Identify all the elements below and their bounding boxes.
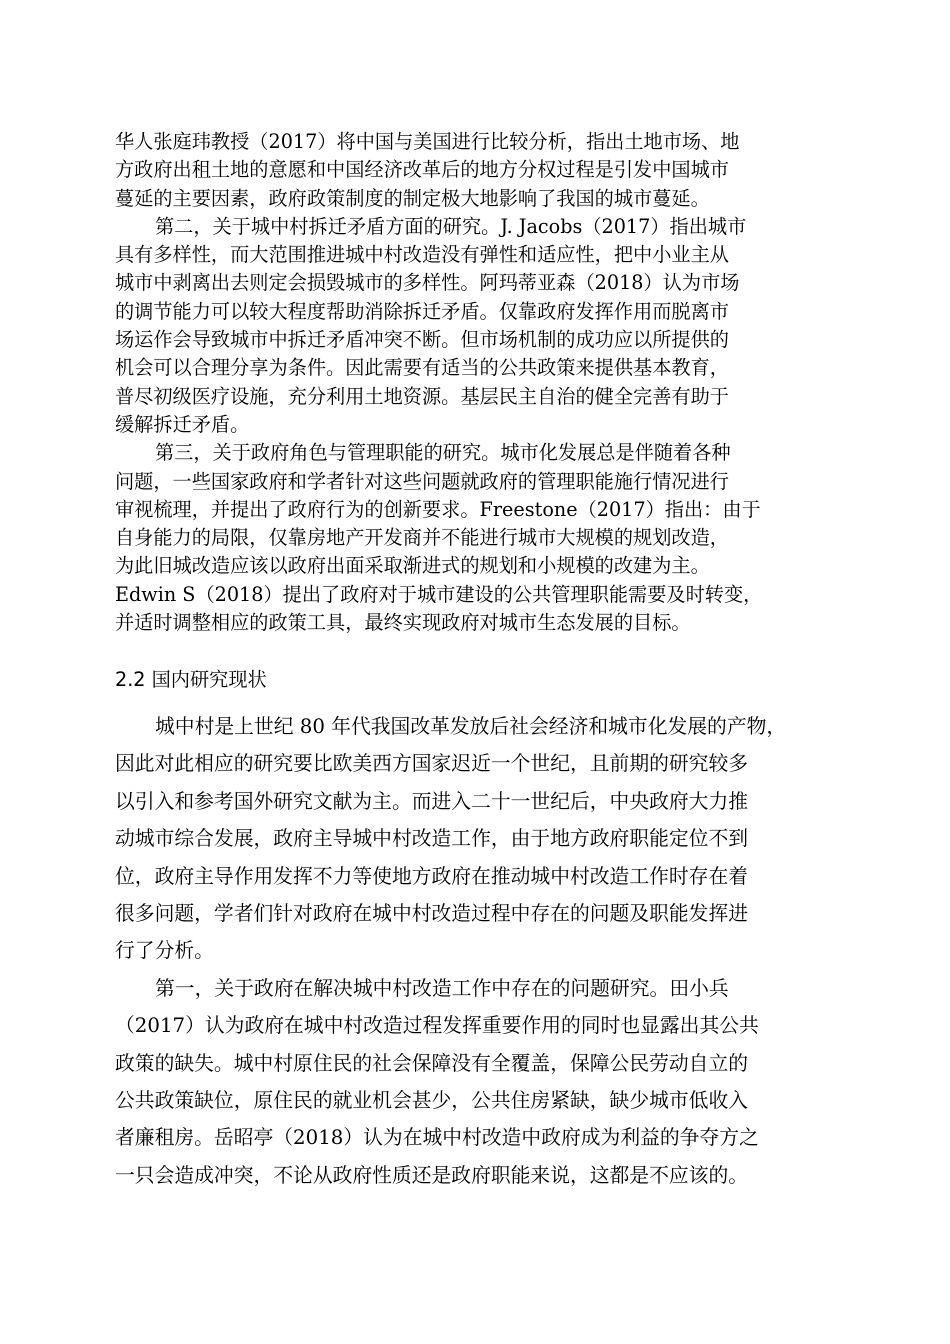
text-line: 第二，关于城中村拆迁矛盾方面的研究。J. Jacobs（2017）指出城市 <box>155 214 747 238</box>
text-line: 者廉租房。岳昭亭（2018）认为在城中村改造中政府成为利益的争夺方之 <box>115 1126 759 1150</box>
text-line: 位，政府主导作用发挥不力等使地方政府在推动城中村改造工作时存在着 <box>115 864 749 888</box>
text-line: 机会可以合理分享为条件。因此需要有适当的公共政策来提供基本教育， <box>115 356 729 380</box>
text-line: 动城市综合发展，政府主导城中村改造工作，由于地方政府职能定位不到 <box>115 827 749 851</box>
text-line: 缓解拆迁矛盾。 <box>115 412 250 436</box>
text-line: 第一，关于政府在解决城中村改造工作中存在的问题研究。田小兵 <box>155 976 729 1000</box>
text-line: 因此对此相应的研究要比欧美西方国家迟近一个世纪，且前期的研究较多 <box>115 752 749 776</box>
text-line: 并适时调整相应的政策工具，最终实现政府对城市生态发展的目标。 <box>115 611 691 635</box>
text-line: 为此旧城改造应该以政府出面采取渐进式的规划和小规模的改建为主。 <box>115 554 710 578</box>
text-line: 蔓延的主要因素，政府政策制度的制定极大地影响了我国的城市蔓延。 <box>115 186 710 210</box>
text-line: 华人张庭玮教授（2017）将中国与美国进行比较分析，指出土地市场、地 <box>115 130 740 153</box>
text-line: 具有多样性，而大范围推进城中村改造没有弹性和适应性，把中小业主从 <box>115 243 729 267</box>
foreign-research-paragraphs <box>115 128 835 637</box>
text-line: 很多问题，学者们针对政府在城中村改造过程中存在的问题及职能发挥进 <box>115 902 749 926</box>
text-line: 公共政策缺位，原住民的就业机会甚少，公共住房紧缺，缺少城市低收入 <box>115 1089 749 1113</box>
text-line: Edwin S（2018）提出了政府对于城市建设的公共管理职能需要及时转变， <box>115 582 763 606</box>
section-heading: 2.2 国内研究现状 <box>115 668 267 691</box>
text-line: 方政府出租土地的意愿和中国经济改革后的地方分权过程是引发中国城市 <box>115 158 729 182</box>
text-line: 普尽初级医疗设施，充分利用土地资源。基层民主自治的健全完善有助于 <box>115 384 729 408</box>
text-line: 政策的缺失。城中村原住民的社会保障没有全覆盖，保障公民劳动自立的 <box>115 1051 749 1075</box>
domestic-research-paragraphs <box>115 708 835 1194</box>
text-line: 审视梳理，并提出了政府行为的创新要求。Freestone（2017）指出：由于 <box>115 497 761 521</box>
text-line: 行了分析。 <box>115 939 214 963</box>
text-line: 场运作会导致城市中拆迁矛盾冲突不断。但市场机制的成功应以所提供的 <box>115 328 729 352</box>
text-line: （2017）认为政府在城中村改造过程发挥重要作用的同时也显露出其公共 <box>115 1014 759 1038</box>
text-line: 的调节能力可以较大程度帮助消除拆迁矛盾。仅靠政府发挥作用而脱离市 <box>115 299 729 323</box>
text-line: 问题，一些国家政府和学者针对这些问题就政府的管理职能施行情况进行 <box>115 469 729 493</box>
text-line: 自身能力的局限，仅靠房地产开发商并不能进行城市大规模的规划改造， <box>115 526 729 550</box>
text-line: 以引入和参考国外研究文献为主。而进入二十一世纪后，中央政府大力推 <box>115 789 749 813</box>
text-line: 城市中剥离出去则定会损毁城市的多样性。阿玛蒂亚森（2018）认为市场 <box>115 271 740 295</box>
text-line: 城中村是上世纪 80 年代我国改革发放后社会经济和城市化发展的产物， <box>155 715 787 738</box>
text-line: 第三，关于政府角色与管理职能的研究。城市化发展总是伴随着各种 <box>155 441 731 465</box>
text-line: 一只会造成冲突，不论从政府性质还是政府职能来说，这都是不应该的。 <box>115 1163 749 1187</box>
